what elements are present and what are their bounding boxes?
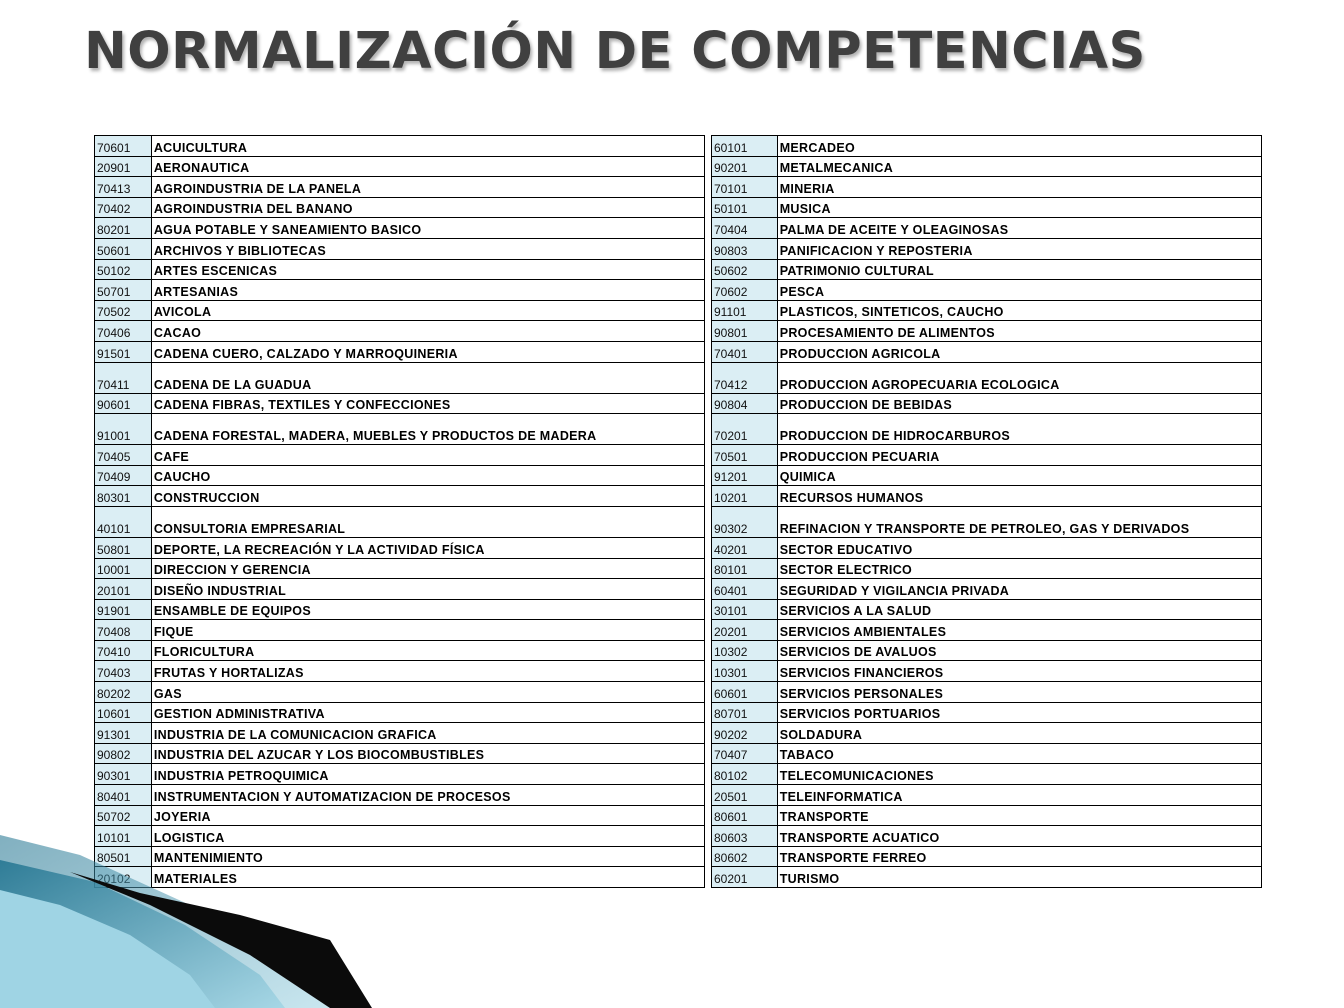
- competencia-name: CAUCHO: [151, 465, 704, 486]
- competencia-code: 60401: [712, 579, 778, 600]
- competencia-name: ENSAMBLE DE EQUIPOS: [151, 599, 704, 620]
- competencia-code: 20501: [712, 785, 778, 806]
- competencia-code: 80301: [95, 486, 152, 507]
- competencia-code: 91101: [712, 300, 778, 321]
- competencia-name: TRANSPORTE: [777, 805, 1261, 826]
- competencia-name: CADENA FIBRAS, TEXTILES Y CONFECCIONES: [151, 393, 704, 414]
- competencia-code: 70402: [95, 197, 152, 218]
- competencia-code: 40201: [712, 537, 778, 558]
- competencia-code: 60101: [712, 136, 778, 157]
- competencia-code: 80202: [95, 682, 152, 703]
- competencia-name: SECTOR EDUCATIVO: [777, 537, 1261, 558]
- competencia-code: 50702: [95, 805, 152, 826]
- competencia-code: 90302: [712, 506, 778, 537]
- competencia-code: 90202: [712, 723, 778, 744]
- competencia-code: 50701: [95, 280, 152, 301]
- competencia-name: TELECOMUNICACIONES: [777, 764, 1261, 785]
- competencia-name: AVICOLA: [151, 300, 704, 321]
- competencia-code: 70410: [95, 640, 152, 661]
- competencia-code: 91001: [95, 414, 152, 445]
- competencia-name: PRODUCCION DE BEBIDAS: [777, 393, 1261, 414]
- competencia-code: 70405: [95, 445, 152, 466]
- competencia-name: SERVICIOS PORTUARIOS: [777, 702, 1261, 723]
- competencia-name: PROCESAMIENTO DE ALIMENTOS: [777, 321, 1261, 342]
- competencia-name: SECTOR ELECTRICO: [777, 558, 1261, 579]
- competencia-name: CADENA CUERO, CALZADO Y MARROQUINERIA: [151, 341, 704, 362]
- competencia-code: 91501: [95, 341, 152, 362]
- competencia-name: FIQUE: [151, 620, 704, 641]
- competencia-code: 70408: [95, 620, 152, 641]
- competencia-code: 30101: [712, 599, 778, 620]
- competencia-name: CONSULTORIA EMPRESARIAL: [151, 506, 704, 537]
- competencia-name: METALMECANICA: [777, 156, 1261, 177]
- competencia-name: SERVICIOS FINANCIEROS: [777, 661, 1261, 682]
- competencia-name: PALMA DE ACEITE Y OLEAGINOSAS: [777, 218, 1261, 239]
- competencia-name: INSTRUMENTACION Y AUTOMATIZACION DE PROCESOS: [151, 785, 704, 806]
- competencia-code: 91901: [95, 599, 152, 620]
- competencia-code: 80201: [95, 218, 152, 239]
- competencia-name: DEPORTE, LA RECREACIÓN Y LA ACTIVIDAD FÍSICA: [151, 537, 704, 558]
- competencia-code: 40101: [95, 506, 152, 537]
- competencia-code: 91301: [95, 723, 152, 744]
- competencia-name: ACUICULTURA: [151, 136, 704, 157]
- competencia-name: PESCA: [777, 280, 1261, 301]
- competencia-code: 80601: [712, 805, 778, 826]
- competencia-code: 20101: [95, 579, 152, 600]
- competencia-code: 10601: [95, 702, 152, 723]
- competencia-name: REFINACION Y TRANSPORTE DE PETROLEO, GAS Y DERIVADOS: [777, 506, 1261, 537]
- competencia-name: TURISMO: [777, 867, 1261, 888]
- competencia-code: 90802: [95, 743, 152, 764]
- competencia-code: 70403: [95, 661, 152, 682]
- competencia-name: FRUTAS Y HORTALIZAS: [151, 661, 704, 682]
- competencia-code: 70409: [95, 465, 152, 486]
- competencia-code: 80701: [712, 702, 778, 723]
- slide-title: NORMALIZACIÓN DE COMPETENCIAS: [84, 22, 1146, 81]
- competencia-name: PRODUCCION DE HIDROCARBUROS: [777, 414, 1261, 445]
- competencia-code: 91201: [712, 465, 778, 486]
- competencia-name: GESTION ADMINISTRATIVA: [151, 702, 704, 723]
- competencia-name: INDUSTRIA DEL AZUCAR Y LOS BIOCOMBUSTIBLES: [151, 743, 704, 764]
- competencia-code: 90801: [712, 321, 778, 342]
- competencia-code: 70406: [95, 321, 152, 342]
- competencia-code: 90301: [95, 764, 152, 785]
- competencia-name: CAFE: [151, 445, 704, 466]
- competencia-code: 10301: [712, 661, 778, 682]
- competencia-code: 60201: [712, 867, 778, 888]
- competencia-name: AGROINDUSTRIA DE LA PANELA: [151, 177, 704, 198]
- competencia-code: 70404: [712, 218, 778, 239]
- competencia-code: 10201: [712, 486, 778, 507]
- competencia-name: SERVICIOS DE AVALUOS: [777, 640, 1261, 661]
- competencia-name: CADENA FORESTAL, MADERA, MUEBLES Y PRODUCTOS DE MADERA: [151, 414, 704, 445]
- competencia-code: 50101: [712, 197, 778, 218]
- competencia-name: SEGURIDAD Y VIGILANCIA PRIVADA: [777, 579, 1261, 600]
- competencia-name: MERCADEO: [777, 136, 1261, 157]
- competencia-code: 80501: [95, 846, 152, 867]
- competencia-code: 50102: [95, 259, 152, 280]
- competencia-name: RECURSOS HUMANOS: [777, 486, 1261, 507]
- competencia-name: SERVICIOS A LA SALUD: [777, 599, 1261, 620]
- competencia-name: TRANSPORTE ACUATICO: [777, 826, 1261, 847]
- competencia-code: 70412: [712, 362, 778, 393]
- competencia-name: MUSICA: [777, 197, 1261, 218]
- competencia-name: FLORICULTURA: [151, 640, 704, 661]
- competencia-code: 10001: [95, 558, 152, 579]
- competencia-name: CACAO: [151, 321, 704, 342]
- competencia-name: AERONAUTICA: [151, 156, 704, 177]
- competencia-code: 80102: [712, 764, 778, 785]
- competencia-name: MINERIA: [777, 177, 1261, 198]
- competencia-code: 90201: [712, 156, 778, 177]
- competencia-code: 90601: [95, 393, 152, 414]
- competencia-code: 50601: [95, 238, 152, 259]
- competencia-code: 80603: [712, 826, 778, 847]
- competencia-name: SERVICIOS PERSONALES: [777, 682, 1261, 703]
- competencia-name: AGROINDUSTRIA DEL BANANO: [151, 197, 704, 218]
- competencia-name: PANIFICACION Y REPOSTERIA: [777, 238, 1261, 259]
- competencia-name: PLASTICOS, SINTETICOS, CAUCHO: [777, 300, 1261, 321]
- competencia-name: TELEINFORMATICA: [777, 785, 1261, 806]
- competencia-name: CADENA DE LA GUADUA: [151, 362, 704, 393]
- competencia-name: MANTENIMIENTO: [151, 846, 704, 867]
- competencia-code: 80602: [712, 846, 778, 867]
- competencia-name: PRODUCCION AGRICOLA: [777, 341, 1261, 362]
- competencia-name: PRODUCCION PECUARIA: [777, 445, 1261, 466]
- competencia-code: 70502: [95, 300, 152, 321]
- competencia-name: ARTES ESCENICAS: [151, 259, 704, 280]
- competencia-code: 70201: [712, 414, 778, 445]
- competencia-name: INDUSTRIA DE LA COMUNICACION GRAFICA: [151, 723, 704, 744]
- competencia-name: TRANSPORTE FERREO: [777, 846, 1261, 867]
- competencia-name: INDUSTRIA PETROQUIMICA: [151, 764, 704, 785]
- competencia-name: PRODUCCION AGROPECUARIA ECOLOGICA: [777, 362, 1261, 393]
- competencia-name: PATRIMONIO CULTURAL: [777, 259, 1261, 280]
- competencia-code: 70602: [712, 280, 778, 301]
- competencia-code: 70501: [712, 445, 778, 466]
- competencia-name: DISEÑO INDUSTRIAL: [151, 579, 704, 600]
- competencia-name: DIRECCION Y GERENCIA: [151, 558, 704, 579]
- competencia-name: TABACO: [777, 743, 1261, 764]
- competencia-name: JOYERIA: [151, 805, 704, 826]
- competencia-name: LOGISTICA: [151, 826, 704, 847]
- competencia-name: QUIMICA: [777, 465, 1261, 486]
- competencia-code: 70407: [712, 743, 778, 764]
- competencia-code: 70413: [95, 177, 152, 198]
- competencia-name: ARTESANIAS: [151, 280, 704, 301]
- competencia-code: 50602: [712, 259, 778, 280]
- competencia-code: 70411: [95, 362, 152, 393]
- competencia-code: 90804: [712, 393, 778, 414]
- competencia-code: 80101: [712, 558, 778, 579]
- competencia-name: GAS: [151, 682, 704, 703]
- competencia-code: 80401: [95, 785, 152, 806]
- competencia-code: 20901: [95, 156, 152, 177]
- competencia-code: 60601: [712, 682, 778, 703]
- competencia-code: 70101: [712, 177, 778, 198]
- competencia-name: SOLDADURA: [777, 723, 1261, 744]
- competencia-code: 20201: [712, 620, 778, 641]
- competencia-code: 10101: [95, 826, 152, 847]
- competencia-name: CONSTRUCCION: [151, 486, 704, 507]
- competencia-name: MATERIALES: [151, 867, 704, 888]
- competencia-code: 70601: [95, 136, 152, 157]
- competencia-code: 50801: [95, 537, 152, 558]
- competencia-code: 90803: [712, 238, 778, 259]
- competencia-name: ARCHIVOS Y BIBLIOTECAS: [151, 238, 704, 259]
- competencia-code: 10302: [712, 640, 778, 661]
- competencia-name: SERVICIOS AMBIENTALES: [777, 620, 1261, 641]
- competencia-code: 70401: [712, 341, 778, 362]
- competencia-name: AGUA POTABLE Y SANEAMIENTO BASICO: [151, 218, 704, 239]
